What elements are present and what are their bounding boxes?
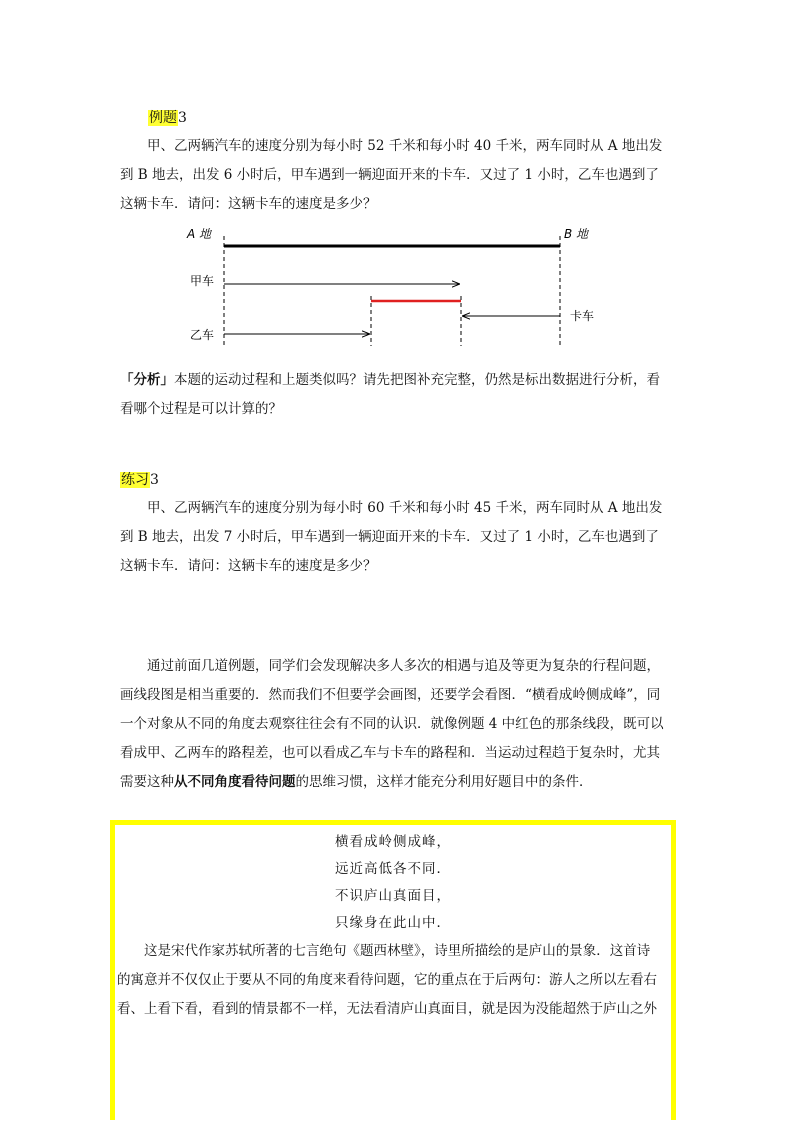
poem-body-line: 这是宋代作家苏轼所著的七言绝句《题西林壁》，诗里所描绘的是庐山的景象．这首诗 <box>144 943 651 959</box>
label-jia: 甲车 <box>190 274 215 288</box>
example-tag: 例题 <box>149 110 177 126</box>
summary-line: 看成甲、乙两车的路程差，也可以看成乙车与卡车的路程和．当运动过程趋于复杂时，尤其 <box>120 745 660 761</box>
poem-line: 远近高低各不同． <box>335 861 451 877</box>
summary-last-suffix: 的思维习惯，这样才能充分利用好题目中的条件． <box>295 774 593 790</box>
practice-problem <box>120 494 680 581</box>
analysis-line: 本题的运动过程和上题类似吗？请先把图补充完整，仍然是标出数据进行分析，看 <box>174 372 660 388</box>
poem-line: 只缘身在此山中． <box>335 915 451 931</box>
summary-emphasis: 从不同角度看待问题 <box>174 774 296 790</box>
example-line: 甲、乙两辆汽车的速度分别为每小时 52 千米和每小时 40 千米，两车同时从 A 地出发 <box>147 138 663 154</box>
label-a: A 地 <box>187 227 212 241</box>
analysis-line: 看哪个过程是可以计算的？ <box>120 401 282 417</box>
poem-body-line: 的寓意并不仅仅止于要从不同的角度来看待问题，它的重点在于后两句：游人之所以左看右 <box>117 972 657 988</box>
label-truck: 卡车 <box>570 309 595 323</box>
summary-paragraph <box>120 652 680 797</box>
label-yi: 乙车 <box>190 328 215 342</box>
example-number: 3 <box>178 110 187 126</box>
practice-line: 到 B 地去，出发 7 小时后，甲车遇到一辆迎面开来的卡车．又过了 1 小时，乙车也遇到了 <box>120 529 659 545</box>
analysis-tag: 「分析」 <box>120 372 174 388</box>
poem-line: 横看成岭侧成峰， <box>335 834 451 850</box>
poem-body-line: 看、上看下看，看到的情景都不一样，无法看清庐山真面目，就是因为没能超然于庐山之外 <box>117 1001 657 1017</box>
poem-commentary <box>115 937 671 1024</box>
example-line: 到 B 地去，出发 6 小时后，甲车遇到一辆迎面开来的卡车．又过了 1 小时，乙车也遇到了 <box>120 167 659 183</box>
line-segment-diagram <box>0 0 793 360</box>
practice-tag: 练习 <box>121 472 149 488</box>
poem-line: 不识庐山真面目， <box>335 888 451 904</box>
example-line: 这辆卡车．请问：这辆卡车的速度是多少？ <box>120 196 377 212</box>
practice-heading <box>120 471 159 489</box>
summary-last-prefix: 需要这种 <box>120 774 174 790</box>
practice-line: 甲、乙两辆汽车的速度分别为每小时 60 千米和每小时 45 千米，两车同时从 A 地出发 <box>147 500 663 516</box>
label-b: B 地 <box>564 227 589 241</box>
summary-line: 通过前面几道例题，同学们会发现解决多人多次的相遇与追及等更为复杂的行程问题， <box>147 658 660 674</box>
summary-line: 一个对象从不同的角度去观察往往会有不同的认识．就像例题 4 中红色的那条线段，既可以 <box>120 716 664 732</box>
summary-line: 画线段图是相当重要的．然而我们不但要学会画图，还要学会看图．“横看成岭侧成峰”，同 <box>120 687 661 703</box>
analysis <box>120 366 680 424</box>
poem-box <box>110 820 676 1120</box>
practice-line: 这辆卡车．请问：这辆卡车的速度是多少？ <box>120 558 377 574</box>
practice-number: 3 <box>150 472 159 488</box>
